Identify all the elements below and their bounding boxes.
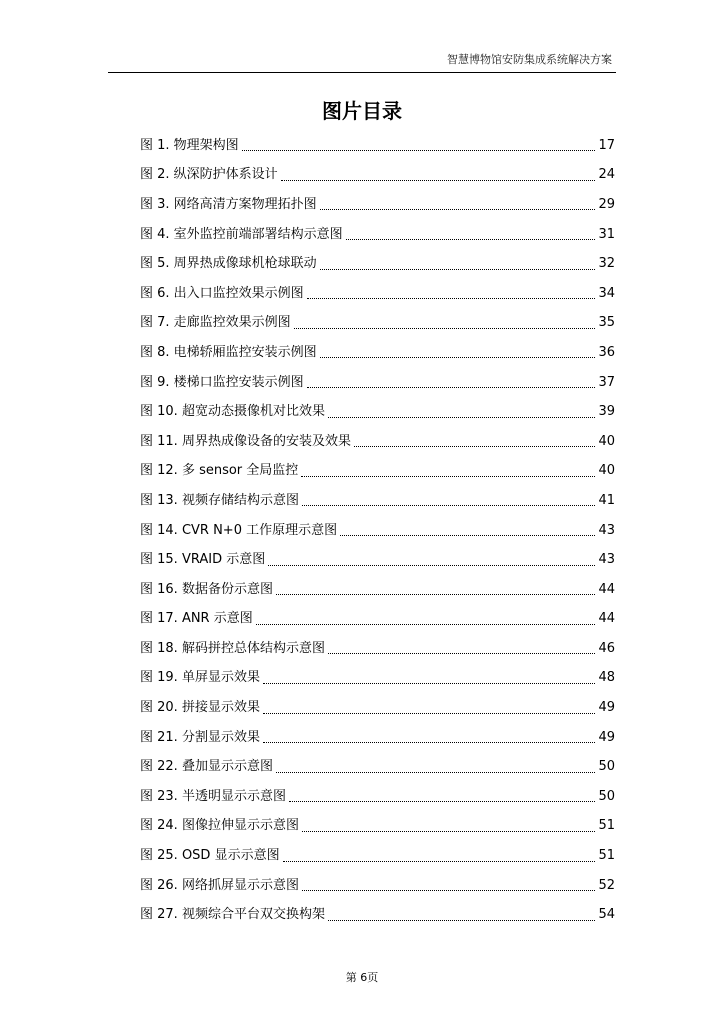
toc-entry[interactable] xyxy=(140,723,615,753)
toc-entry[interactable] xyxy=(140,249,615,279)
toc-entry-page: 48 xyxy=(598,670,615,686)
toc-entry-label: 图 20. 拼接显示效果 xyxy=(140,700,260,716)
toc-entry-label: 图 19. 单屏显示效果 xyxy=(140,670,260,686)
toc-entry-label: 图 12. 多 sensor 全局监控 xyxy=(140,463,299,479)
toc-entry[interactable] xyxy=(140,634,615,664)
dot-leader xyxy=(302,819,596,832)
toc-entry-label: 图 18. 解码拼控总体结构示意图 xyxy=(140,640,325,656)
toc-entry[interactable] xyxy=(140,752,615,782)
dot-leader xyxy=(328,908,596,921)
toc-entry-page: 50 xyxy=(598,759,615,775)
toc-entry-page: 50 xyxy=(598,788,615,804)
dot-leader xyxy=(320,257,596,270)
toc-entry-label: 图 24. 图像拉伸显示示意图 xyxy=(140,818,299,834)
toc-entry-label: 图 8. 电梯轿厢监控安装示例图 xyxy=(140,344,317,360)
toc-entry-label: 图 4. 室外监控前端部署结构示意图 xyxy=(140,226,343,242)
dot-leader xyxy=(256,612,596,625)
dot-leader xyxy=(346,227,596,240)
page-footer: 第 6页 xyxy=(345,971,379,984)
toc-entry-page: 43 xyxy=(598,552,615,568)
toc-entry-page: 37 xyxy=(598,374,615,390)
dot-leader xyxy=(283,849,596,862)
toc-entry-page: 49 xyxy=(598,729,615,745)
dot-leader xyxy=(328,405,596,418)
toc-entry-page: 31 xyxy=(598,226,615,242)
dot-leader xyxy=(302,878,596,891)
dot-leader xyxy=(281,168,596,181)
toc-entry[interactable] xyxy=(140,309,615,339)
toc-entry-label: 图 14. CVR N+0 工作原理示意图 xyxy=(140,522,338,538)
toc-entry[interactable] xyxy=(140,516,615,546)
dot-leader xyxy=(263,701,596,714)
toc-entry[interactable] xyxy=(140,368,615,398)
toc-entry-page: 49 xyxy=(598,700,615,716)
toc-entry[interactable] xyxy=(140,397,615,427)
toc-entry-page: 54 xyxy=(598,907,615,923)
toc-entry-label: 图 11. 周界热成像设备的安装及效果 xyxy=(140,433,351,449)
dot-leader xyxy=(320,197,596,210)
dot-leader xyxy=(263,730,596,743)
toc-entry-page: 34 xyxy=(598,285,615,301)
toc-entry[interactable] xyxy=(140,871,615,901)
toc-entry-page: 43 xyxy=(598,522,615,538)
dot-leader xyxy=(276,582,596,595)
toc-entry-label: 图 25. OSD 显示示意图 xyxy=(140,848,280,864)
toc-entry[interactable] xyxy=(140,220,615,250)
toc-entry-label: 图 27. 视频综合平台双交换构架 xyxy=(140,907,325,923)
dot-leader xyxy=(320,345,596,358)
toc-entry[interactable] xyxy=(140,279,615,309)
toc-entry-page: 41 xyxy=(598,492,615,508)
dot-leader xyxy=(302,493,596,506)
toc-entry-page: 17 xyxy=(598,137,615,153)
dot-leader xyxy=(263,671,596,684)
dot-leader xyxy=(276,760,596,773)
toc-entry-label: 图 1. 物理架构图 xyxy=(140,137,239,153)
toc-entry-page: 44 xyxy=(598,581,615,597)
toc-entry[interactable] xyxy=(140,545,615,575)
toc-entry-label: 图 10. 超宽动态摄像机对比效果 xyxy=(140,404,325,420)
toc-entry-page: 51 xyxy=(598,848,615,864)
figure-list xyxy=(140,131,615,930)
toc-entry-label: 图 2. 纵深防护体系设计 xyxy=(140,167,278,183)
toc-entry-label: 图 15. VRAID 示意图 xyxy=(140,552,266,568)
dot-leader xyxy=(340,523,595,536)
toc-entry[interactable] xyxy=(140,190,615,220)
toc-entry[interactable] xyxy=(140,486,615,516)
toc-entry-label: 图 16. 数据备份示意图 xyxy=(140,581,273,597)
dot-leader xyxy=(268,553,595,566)
toc-entry-label: 图 3. 网络高清方案物理拓扑图 xyxy=(140,196,317,212)
toc-entry-label: 图 5. 周界热成像球机枪球联动 xyxy=(140,256,317,272)
toc-entry[interactable] xyxy=(140,812,615,842)
dot-leader xyxy=(289,789,596,802)
toc-entry[interactable] xyxy=(140,782,615,812)
toc-entry-page: 32 xyxy=(598,256,615,272)
toc-entry[interactable] xyxy=(140,457,615,487)
toc-entry-page: 24 xyxy=(598,167,615,183)
toc-entry[interactable] xyxy=(140,427,615,457)
toc-entry-page: 44 xyxy=(598,611,615,627)
toc-entry[interactable] xyxy=(140,841,615,871)
toc-entry-label: 图 21. 分割显示效果 xyxy=(140,729,260,745)
toc-entry-label: 图 23. 半透明显示示意图 xyxy=(140,788,286,804)
toc-entry-label: 图 9. 楼梯口监控安装示例图 xyxy=(140,374,304,390)
toc-entry-page: 36 xyxy=(598,344,615,360)
toc-entry-page: 35 xyxy=(598,315,615,331)
toc-entry[interactable] xyxy=(140,664,615,694)
toc-entry[interactable] xyxy=(140,338,615,368)
toc-entry-page: 52 xyxy=(598,877,615,893)
toc-entry[interactable] xyxy=(140,605,615,635)
toc-entry-label: 图 13. 视频存储结构示意图 xyxy=(140,492,299,508)
toc-entry-label: 图 26. 网络抓屏显示示意图 xyxy=(140,877,299,893)
toc-entry-page: 46 xyxy=(598,640,615,656)
toc-entry-page: 40 xyxy=(598,463,615,479)
toc-entry[interactable] xyxy=(140,131,615,161)
toc-entry[interactable] xyxy=(140,693,615,723)
toc-entry-label: 图 17. ANR 示意图 xyxy=(140,611,253,627)
dot-leader xyxy=(307,286,596,299)
toc-entry-page: 51 xyxy=(598,818,615,834)
toc-entry-label: 图 7. 走廊监控效果示例图 xyxy=(140,315,291,331)
dot-leader xyxy=(301,464,595,477)
toc-entry-page: 29 xyxy=(598,196,615,212)
toc-entry-page: 40 xyxy=(598,433,615,449)
dot-leader xyxy=(354,434,596,447)
dot-leader xyxy=(328,641,596,654)
toc-entry[interactable] xyxy=(140,900,615,930)
running-header: 智慧博物馆安防集成系统解决方案 xyxy=(447,53,612,66)
toc-entry-label: 图 6. 出入口监控效果示例图 xyxy=(140,285,304,301)
header-divider xyxy=(108,72,616,73)
toc-entry-page: 39 xyxy=(598,404,615,420)
dot-leader xyxy=(307,375,596,388)
toc-entry[interactable] xyxy=(140,161,615,191)
dot-leader xyxy=(242,138,596,151)
page-title: 图片目录 xyxy=(322,99,402,123)
toc-entry-label: 图 22. 叠加显示示意图 xyxy=(140,759,273,775)
toc-entry[interactable] xyxy=(140,575,615,605)
dot-leader xyxy=(294,316,596,329)
